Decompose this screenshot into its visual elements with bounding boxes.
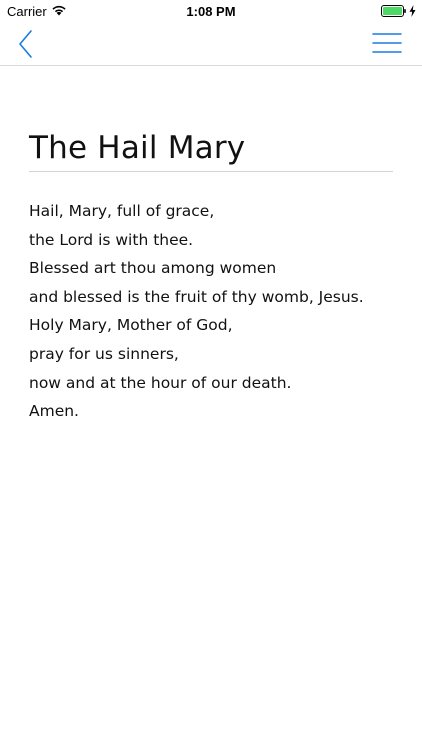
charging-bolt-icon [409, 5, 416, 17]
prayer-line: Holy Mary, Mother of God, [29, 316, 233, 335]
prayer-line: and blessed is the fruit of thy womb, Jesus. [29, 287, 364, 306]
prayer-line: now and at the hour of our death. [29, 373, 292, 392]
prayer-line: Amen. [29, 402, 79, 421]
prayer-line: pray for us sinners, [29, 344, 179, 363]
menu-button[interactable] [370, 30, 404, 58]
page-title: The Hail Mary [29, 130, 246, 166]
status-bar [0, 0, 422, 22]
carrier-label: Carrier [7, 4, 47, 19]
prayer-line: Hail, Mary, full of grace, [29, 202, 215, 220]
navigation-bar [0, 22, 422, 66]
status-time: 1:08 PM [186, 4, 236, 19]
battery-icon [381, 5, 406, 17]
prayer-line: the Lord is with thee. [29, 230, 194, 249]
prayer-text [29, 197, 409, 426]
hamburger-menu-icon [370, 30, 404, 58]
back-button[interactable] [14, 28, 42, 60]
prayer-line: Blessed art thou among women [29, 259, 277, 278]
chevron-left-icon [14, 28, 42, 60]
title-divider [29, 171, 393, 172]
